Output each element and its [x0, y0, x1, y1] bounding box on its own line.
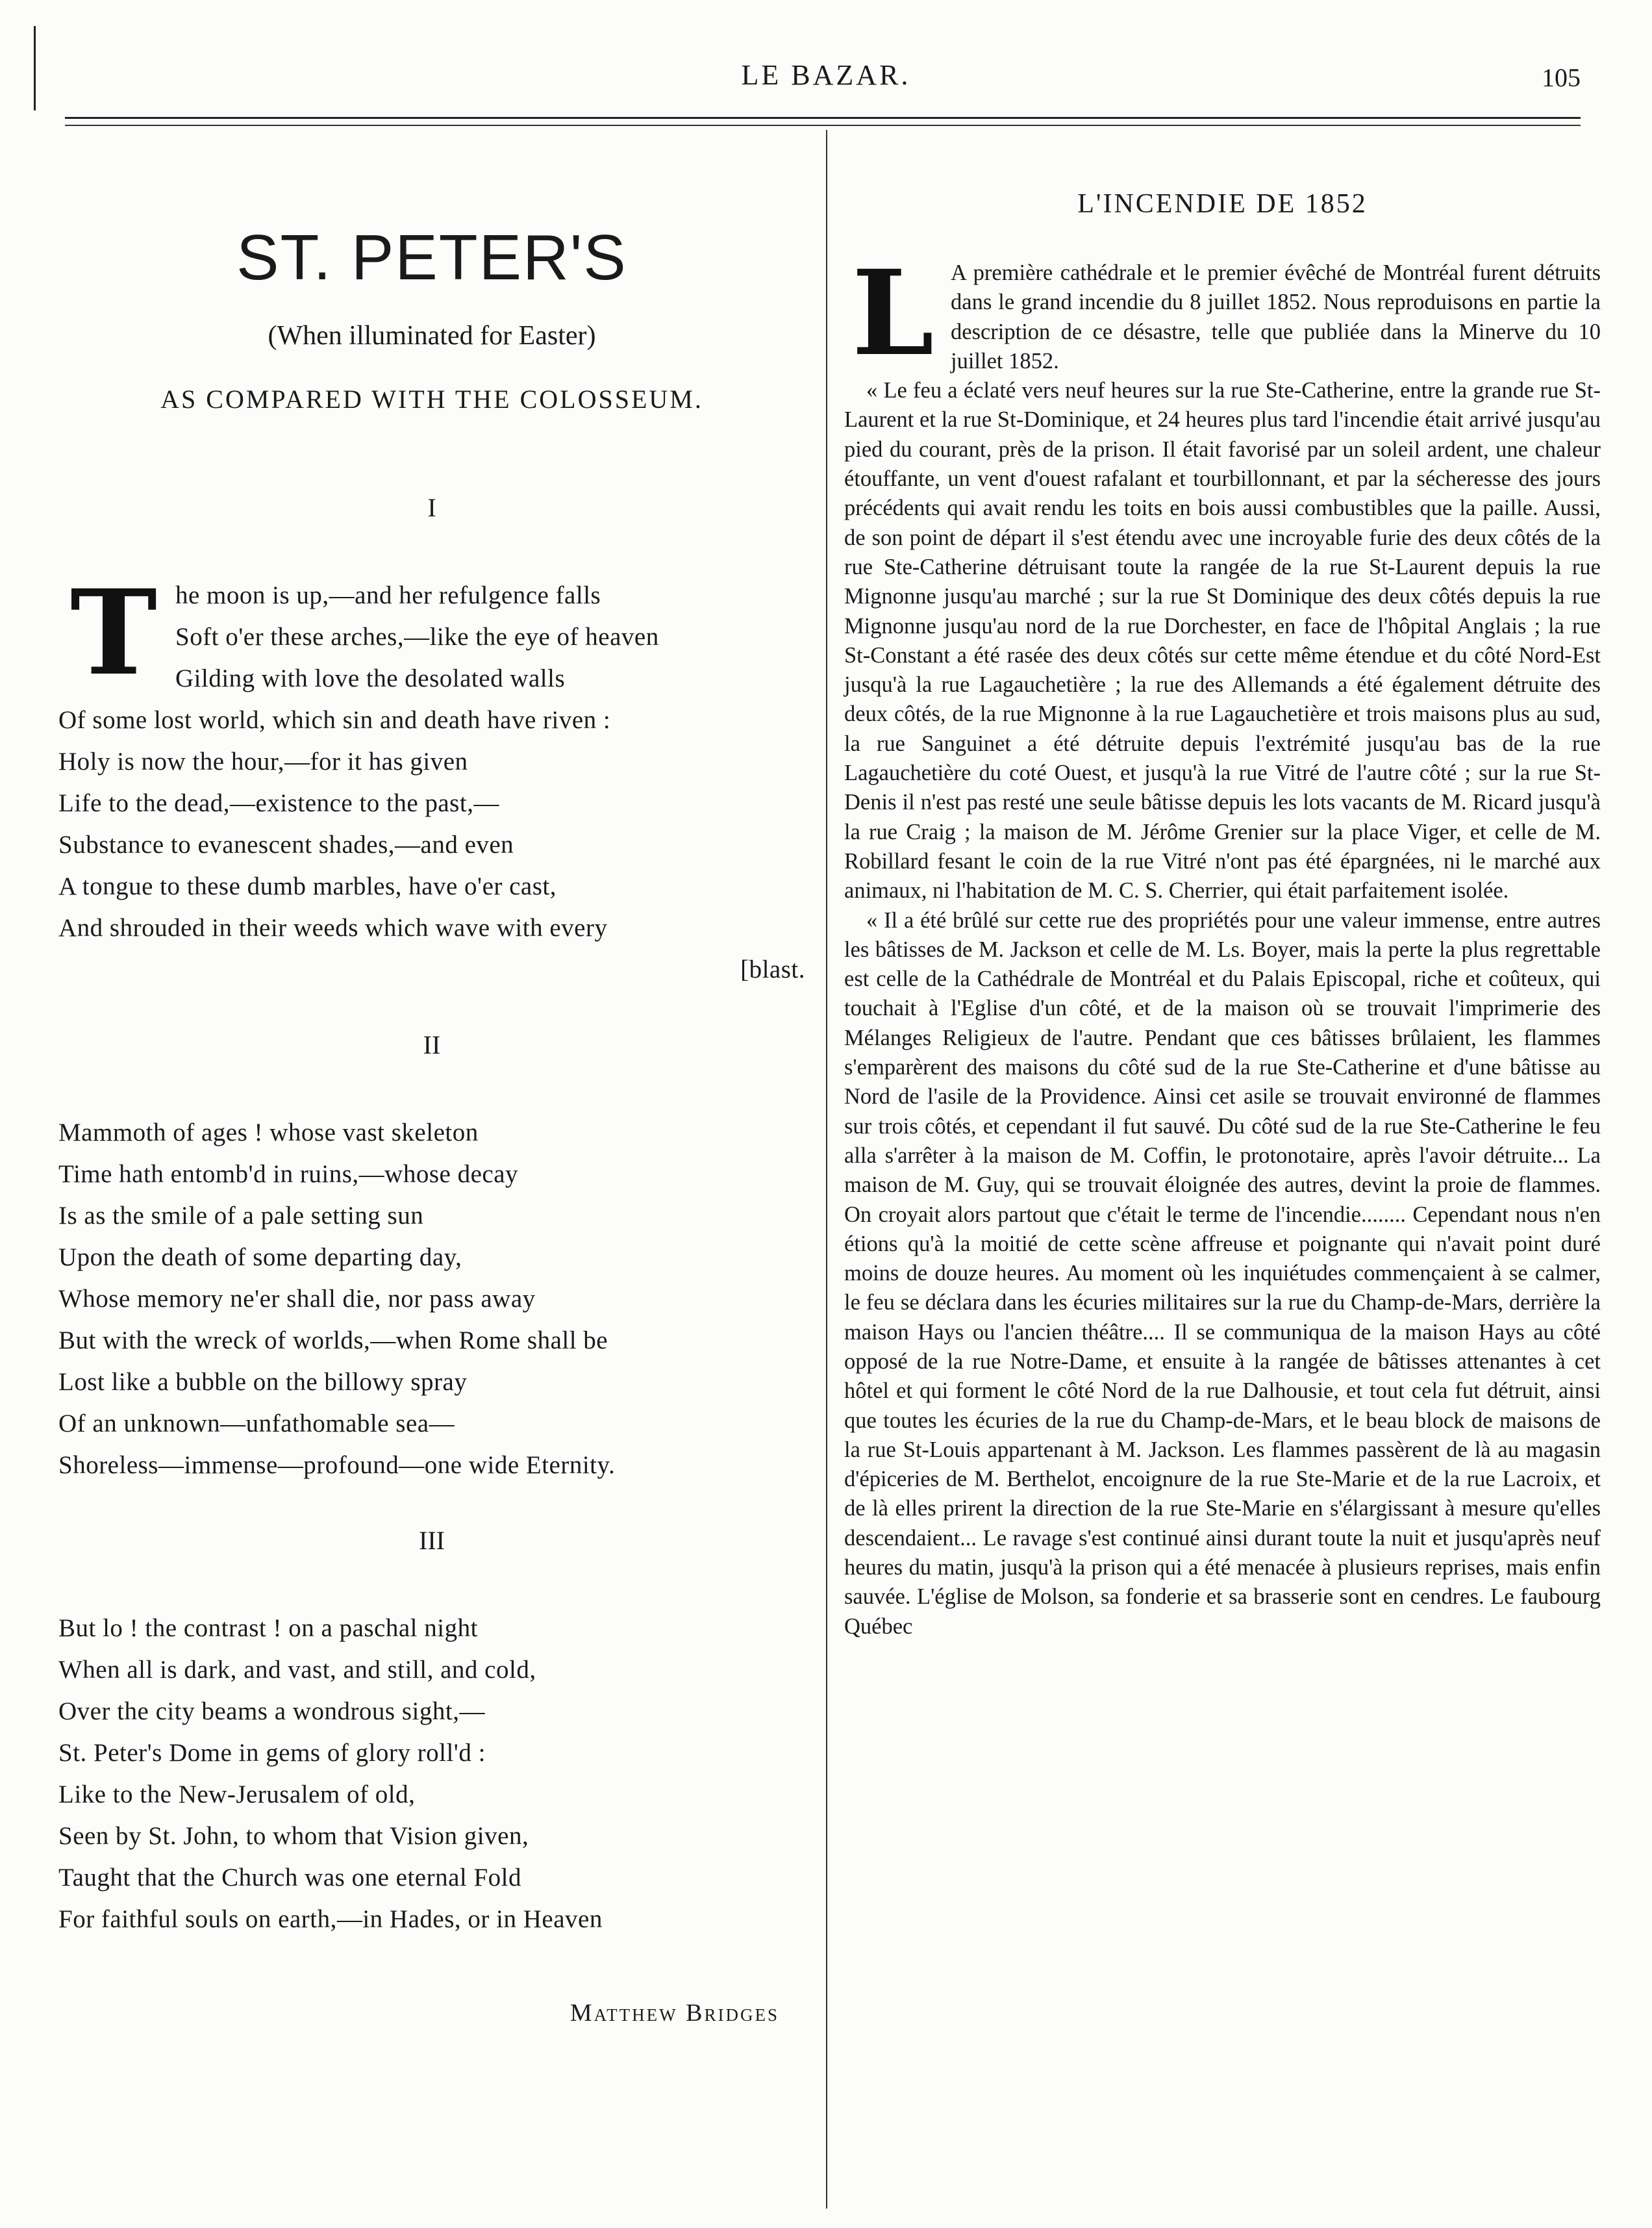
- poem-subtitle: (When illuminated for Easter): [268, 321, 596, 351]
- poem-line: Seen by St. John, to whom that Vision given,: [58, 1822, 529, 1850]
- page-edge-line: [34, 26, 36, 110]
- poem-line: Like to the New-Jerusalem of old,: [58, 1780, 416, 1808]
- poem-line: But lo ! the contrast ! on a paschal night: [58, 1614, 478, 1642]
- poem-line: For faithful souls on earth,—in Hades, or in Heaven: [58, 1905, 603, 1933]
- poem-line: Soft o'er these arches,—like the eye of heaven: [175, 623, 659, 651]
- poem-line: Substance to evanescent shades,—and even: [58, 831, 514, 859]
- poem-line: A tongue to these dumb marbles, have o'er cast,: [58, 872, 557, 900]
- poem-line: Whose memory ne'er shall die, nor pass away: [58, 1285, 536, 1313]
- poem-line: Shoreless—immense—profound—one wide Eternity.: [58, 1451, 616, 1479]
- article-intro-text: A première cathédrale et le premier évêché de Montréal furent détruits dans le grand incendie du 8 juillet 1852. Nous reproduisons en partie la description de ce désastre, telle que publiée dans la Minerve du 10 juillet 1852.: [951, 260, 1601, 373]
- poem-line: Taught that the Church was one eternal Fold: [58, 1864, 522, 1892]
- poem-line: he moon is up,—and her refulgence falls: [175, 581, 601, 609]
- page-header: [71, 58, 1581, 110]
- page-number: 105: [1542, 63, 1581, 92]
- ornamental-dropcap: T: [70, 564, 157, 702]
- stanza-1: [58, 564, 805, 991]
- stanza-number: III: [419, 1526, 445, 1555]
- poem-line: St. Peter's Dome in gems of glory roll'd :: [58, 1739, 486, 1767]
- poem-line: Time hath entomb'd in ruins,—whose decay: [58, 1160, 519, 1188]
- poem-column: [58, 195, 805, 2027]
- first-line-group: [58, 564, 805, 702]
- stanza-number: I: [427, 493, 436, 522]
- stanza-number: II: [423, 1030, 441, 1059]
- poem-line: Life to the dead,—existence to the past,—: [58, 789, 499, 817]
- running-title: LE BAZAR.: [741, 59, 911, 91]
- article-title: L'INCENDIE DE 1852: [1077, 189, 1368, 219]
- article-column: [844, 188, 1601, 1641]
- poem-line: But with the wreck of worlds,—when Rome shall be: [58, 1326, 608, 1354]
- poem-line: And shrouded in their weeds which wave with every: [58, 914, 608, 942]
- poem-line: Of some lost world, which sin and death have riven :: [58, 706, 611, 734]
- poem-line: Of an unknown—unfathomable sea—: [58, 1410, 455, 1437]
- poem-line: Upon the death of some departing day,: [58, 1243, 462, 1271]
- header-rule: [65, 117, 1581, 119]
- article-paragraph: « Le feu a éclaté vers neuf heures sur la rue Ste-Catherine, entre la grande rue St-Laurent et la rue St-Dominique, et 24 heures plus tard l'incendie était arrivé jusqu'au pied du courant, près de la prison. Il était favorisé par un soleil ardent, une chaleur étouffante, un vent d'ouest rafalant et tourbillonnant, et par la sécheresse des jours précédents qui avait rendu les toits en bois aussi combustibles que la paille. Aussi, de son point de départ il s'est étendu avec une incroyable furie des deux côtés de la rue Ste-Catherine détruisant toute la rangée de la rue St-Laurent depuis la rue Mignonne jusqu'au marché ; sur la rue St Dominique des deux côtés depuis la rue Mignonne jusqu'au nord de la rue Dorchester, en face de l'hôpital Anglais ; la rue St-Constant a été rasée des deux côtés sur cette même étendue et du côté Nord-Est jusqu'à la rue Lagauchetière ; la rue des Allemands a été également détruite des deux côtés, de la rue Mignonne à la rue Lagauchetière et trois maisons plus au sud, la rue Sanguinet a été détruite depuis l'extrémité jusqu'au bas de la rue Lagauchetière du coté Ouest, et jusqu'à la rue Vitré de l'autre côté ; sur la rue St-Denis il n'est pas resté une seule bâtisse depuis les lots vacants de M. Ricard jusqu'à la rue Craig ; la maison de M. Jérôme Grenier sur la place Viger, et celle de M. Robillard fesant le coin de la rue Vitré n'ont pas été épargnées, ni le marché aux animaux, ni l'habitation de M. C. S. Cherrier, qui était parfaitement isolée.: [844, 378, 1601, 904]
- stanza-3: [58, 1608, 805, 1940]
- poem-line: Mammoth of ages ! whose vast skeleton: [58, 1119, 479, 1146]
- poem-line: Lost like a bubble on the billowy spray: [58, 1368, 468, 1396]
- column-divider: [826, 130, 827, 2209]
- ornamental-lettrine: L: [851, 245, 934, 382]
- poem-line: Holy is now the hour,—for it has given: [58, 748, 468, 776]
- poem-line: Gilding with love the desolated walls: [175, 665, 566, 692]
- article-paragraph: « Il a été brûlé sur cette rue des propriétés pour une valeur immense, entre autres les bâtisses de M. Jackson et celle de M. Ls. Boyer, mais la perte la plus regrettable est celle de la Cathédrale de Montréal et du Palais Episcopal, riche et coûteux, qui touchait à l'Eglise d'un côté, et de la maison où se trouvait l'imprimerie des Mélanges Religieux de l'autre. Pendant que ces bâtisses brûlaient, les flammes s'emparèrent des maisons du côté sud de la rue Ste-Catherine et d'une bâtisse au Nord de l'asile de la Providence. Ainsi cet asile se trouvait environné de flammes sur trois côtés, et cependant il fut sauvé. Du côté sud de la rue Ste-Catherine le feu alla s'arrêter à la maison de M. Coffin, le protonotaire, après l'avoir détruite... La maison de M. Guy, qui se trouvait éloignée des autres, devint la proie de flammes. On croyait alors partout que c'était le terme de l'incendie........ Cependant nous n'en étions qu'à la moitié de cette scène affreuse et poignante qui n'avait point duré moins de douze heures. Au moment où les inquiétudes commençaient à se calmer, le feu se déclara dans les écuries militaires sur la rue du Champ-de-Mars, derrière la maison Hays ou l'ancien théâtre.... Il se communiqua de la maison Hays au côté opposé de la rue Notre-Dame, et ensuite à la rangée de bâtisses attenantes à cet hôtel et qui forment le côté Nord de la rue Dalhousie, et tout cela fut détruit, ainsi que toutes les écuries de la rue du Champ-de-Mars, et le beau block de maisons de la rue St-Louis appartenant à M. Jackson. Les flammes passèrent de là au magasin d'épiceries de M. Berthelot, encoignure de la rue Ste-Marie et de la rue Lacroix, et de là elles prirent la direction de la rue Ste-Marie en s'élargissant à mesure qu'elles descendaient... Le ravage s'est continué ainsi durant toute la nuit et jusqu'après neuf heures du matin, jusqu'à la prison qui a été menacée à plusieurs reprises, mais enfin sauvée. L'église de Molson, sa fonderie et sa brasserie sont en cendres. Le faubourg Québec: [844, 907, 1601, 1639]
- header-rule-secondary: [65, 125, 1581, 126]
- poem-title: ST. PETER'S: [236, 222, 627, 293]
- poem-line: Over the city beams a wondrous sight,—: [58, 1697, 485, 1725]
- poem-line: Is as the smile of a pale setting sun: [58, 1202, 424, 1230]
- poem-author-signature: Matthew Bridges: [569, 1999, 779, 2027]
- article-paragraph: [844, 245, 1601, 382]
- poem-line: When all is dark, and vast, and still, and cold,: [58, 1656, 536, 1684]
- stanza-2: [58, 1112, 805, 1486]
- poem-line: [blast.: [740, 956, 805, 983]
- poem-comparison-heading: AS COMPARED WITH THE COLOSSEUM.: [160, 385, 703, 414]
